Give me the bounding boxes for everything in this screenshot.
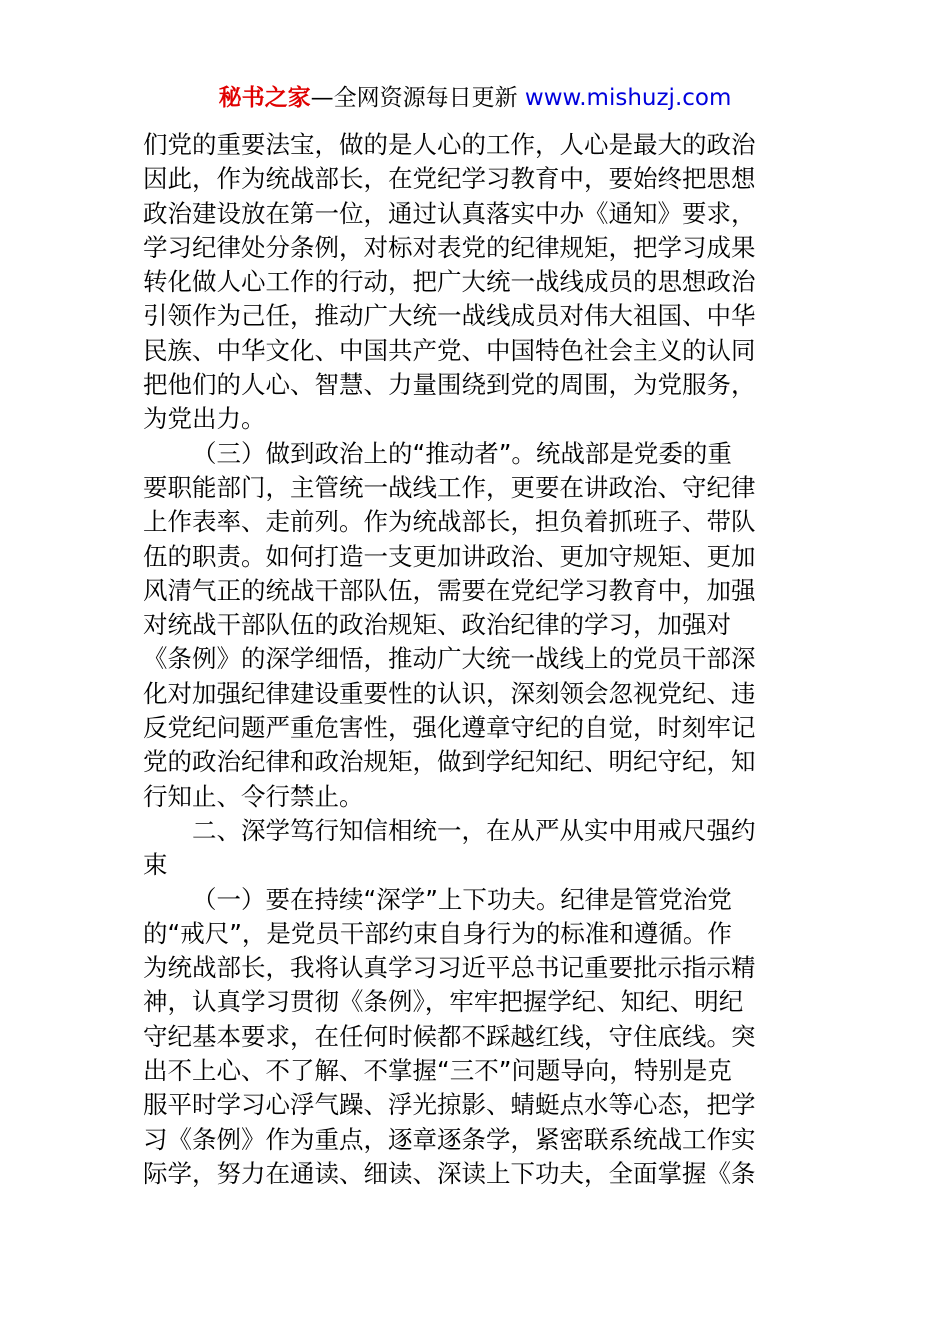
text-line: 转化做人心工作的行动，把广大统一战线成员的思想政治 xyxy=(143,267,756,297)
text-line: 守纪基本要求，在任何时候都不踩越红线，守住底线。突 xyxy=(143,1021,756,1051)
text-line: 们党的重要法宝，做的是人心的工作，人心是最大的政治 xyxy=(143,130,756,159)
text-line: 反党纪问题严重危害性，强化遵章守纪的自觉，时刻牢记 xyxy=(143,713,756,743)
text-line: （一）要在持续“深学”上下功夫。纪律是管党治党 xyxy=(192,884,732,914)
text-line: 要职能部门，主管统一战线工作，更要在讲政治、守纪律 xyxy=(143,472,756,502)
text-line: 二、深学笃行知信相统一，在从严从实中用戒尺强约 xyxy=(192,815,756,845)
text-line: 党的政治纪律和政治规矩，做到学纪知纪、明纪守纪，知 xyxy=(143,747,756,777)
text-line: 出不上心、不了解、不掌握“三不”问题导向，特别是克 xyxy=(143,1056,732,1086)
text-line: 为党出力。 xyxy=(143,404,266,434)
header-site-link[interactable]: www.mishuzj.com xyxy=(524,85,732,111)
text-line: 伍的职责。如何打造一支更加讲政治、更加守规矩、更加 xyxy=(143,541,756,571)
header-brand: 秘书之家 xyxy=(218,85,311,111)
text-line: 引领作为己任，推动广大统一战线成员对伟大祖国、中华 xyxy=(143,301,756,331)
page-header xyxy=(0,80,950,116)
text-line: 神，认真学习贯彻《条例》，牢牢把握学纪、知纪、明纪 xyxy=(143,987,744,1017)
text-line: 风清气正的统战干部队伍，需要在党纪学习教育中，加强 xyxy=(143,575,756,605)
text-line: 因此，作为统战部长，在党纪学习教育中，要始终把思想 xyxy=(143,164,756,194)
text-line: 政治建设放在第一位，通过认真落实中办《通知》要求， xyxy=(143,198,756,228)
text-line: 把他们的人心、智慧、力量围绕到党的周围，为党服务， xyxy=(143,370,756,400)
text-line: 学习纪律处分条例，对标对表党的纪律规矩，把学习成果 xyxy=(143,232,756,262)
text-line: 束 xyxy=(143,850,168,880)
text-line: 民族、中华文化、中国共产党、中国特色社会主义的认同 xyxy=(143,335,756,365)
text-line: 化对加强纪律建设重要性的认识，深刻领会忽视党纪、违 xyxy=(143,678,756,708)
text-line: 服平时学习心浮气躁、浮光掠影、蜻蜓点水等心态，把学 xyxy=(143,1090,756,1120)
text-line: 对统战干部队伍的政治规矩、政治纪律的学习，加强对 xyxy=(143,610,731,640)
text-line: 际学，努力在通读、细读、深读上下功夫，全面掌握《条 xyxy=(143,1158,756,1188)
text-line: 《条例》的深学细悟，推动广大统一战线上的党员干部深 xyxy=(143,644,756,674)
text-line: 上作表率、走前列。作为统战部长，担负着抓班子、带队 xyxy=(143,507,756,537)
text-line: 习《条例》作为重点，逐章逐条学，紧密联系统战工作实 xyxy=(143,1124,756,1154)
text-line: 的“戒尺”，是党员干部约束自身行为的标准和遵循。作 xyxy=(143,918,732,948)
text-line: 行知止、令行禁止。 xyxy=(143,781,364,811)
document-body xyxy=(143,128,807,1191)
header-tagline: —全网资源每日更新 xyxy=(310,85,518,111)
text-line: 为统战部长，我将认真学习习近平总书记重要批示指示精 xyxy=(143,953,756,983)
text-line: （三）做到政治上的“推动者”。统战部是党委的重 xyxy=(192,438,732,468)
